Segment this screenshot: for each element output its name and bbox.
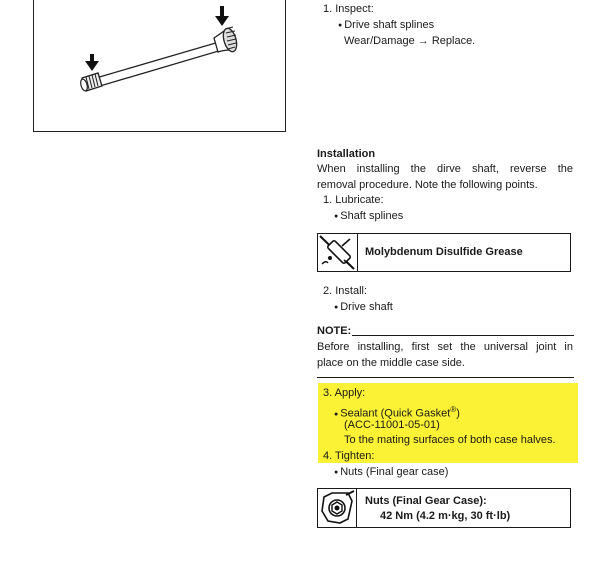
installation-para-line2: removal procedure. Note the following points. (317, 179, 538, 191)
tighten-bullet: ● Nuts (Final gear case) (334, 465, 448, 481)
apply-target: To the mating surfaces of both case halves. (344, 434, 556, 446)
drive-shaft-illustration (34, 0, 287, 132)
inspect-heading: 1. Inspect: (323, 3, 374, 15)
installation-para-line1: When installing the dirve shaft, reverse the (317, 163, 573, 175)
note-line1: Before installing, first set the universal joint in (317, 341, 573, 353)
apply-part-number: (ACC-11001-05-01) (344, 419, 440, 431)
grease-gun-icon (318, 234, 358, 271)
note-rule-bottom (317, 377, 574, 378)
inspect-bullet: ● Drive shaft splines (338, 18, 434, 34)
torque-callout (317, 488, 571, 528)
grease-label: Molybdenum Disulfide Grease (365, 246, 523, 258)
note-line2: place on the middle case side. (317, 357, 465, 369)
install-heading: 2. Install: (323, 285, 368, 297)
lubricate-heading: 1. Lubricate: (323, 194, 384, 206)
note-rule-top (352, 335, 574, 336)
torque-value: 42 Nm (4.2 m·kg, 30 ft·lb) (380, 510, 511, 522)
apply-heading: 3. Apply: (323, 387, 366, 399)
torque-wrench-icon (318, 489, 357, 527)
install-bullet: ● Drive shaft (334, 300, 393, 316)
lubricate-bullet: ● Shaft splines (334, 209, 403, 225)
apply-bullet: ● Sealant (Quick Gasket®) (334, 402, 460, 423)
inspect-action: Wear/Damage → Replace. (344, 35, 476, 47)
torque-title: Nuts (Final Gear Case): (365, 495, 487, 507)
tighten-heading: 4. Tighten: (323, 450, 375, 462)
note-label: NOTE: (317, 325, 352, 337)
installation-title: Installation (317, 148, 376, 160)
grease-callout (317, 233, 571, 272)
drive-shaft-figure (33, 0, 286, 132)
